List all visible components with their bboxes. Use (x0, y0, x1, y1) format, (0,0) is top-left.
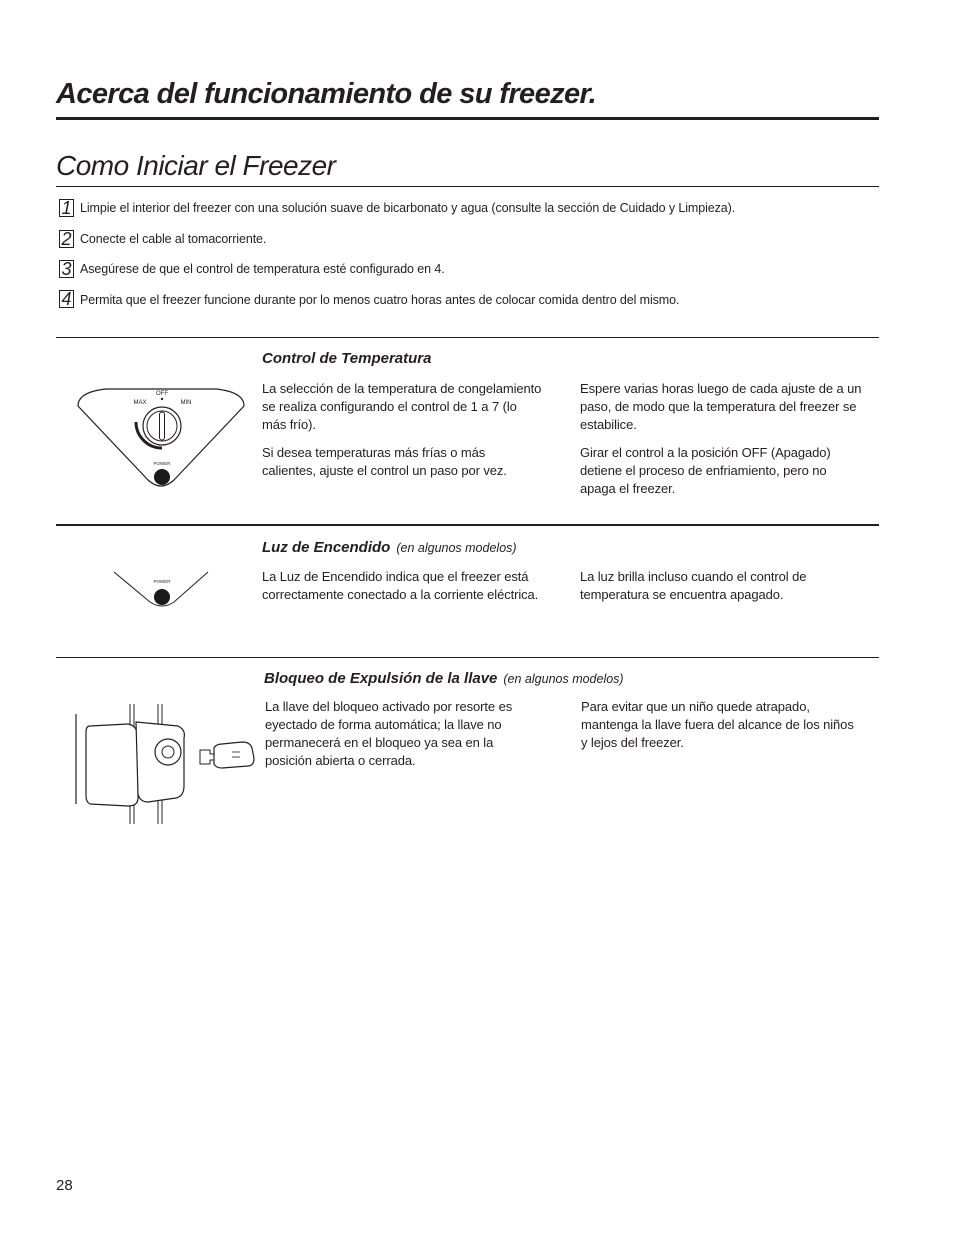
key-lock-paragraph: La llave del bloqueo activado por resorte es eyectado de forma automática; la llave no permanecerá en el bloqueo ya sea en la posición abierta o cerrada. (265, 699, 513, 768)
step-number-4: 4 (59, 290, 74, 308)
key-lock-rule (56, 657, 879, 658)
page-title: Acerca del funcionamiento de su freezer. (56, 78, 597, 110)
dial-min-label: MIN (180, 400, 192, 406)
power-light-illustration (110, 566, 214, 612)
temp-control-paragraph: La selección de la temperatura de congelamiento se realiza configurando el control de 1 a 7 (lo más frío). (262, 381, 542, 432)
step-text-4: Permita que el freezer funcione durante por lo menos cuatro horas antes de colocar comida dentro del mismo. (80, 293, 680, 307)
power-light-heading (262, 539, 517, 556)
key-lock-heading (264, 670, 624, 687)
power-light-left-column (262, 568, 547, 614)
power-light-icon (154, 469, 170, 485)
key-icon (214, 742, 254, 768)
temp-control-right-column (580, 380, 862, 508)
temp-control-rule (56, 337, 879, 338)
key-lock-heading-text: Bloqueo de Expulsión de la llave (264, 670, 498, 687)
step-number-2: 2 (59, 230, 74, 248)
power-light-icon (154, 589, 170, 605)
section-subtitle: Como Iniciar el Freezer (56, 150, 336, 181)
power-light-paragraph: La Luz de Encendido indica que el freezer está correctamente conectado a la corriente eléctrica. (262, 569, 539, 602)
power-light-paragraph: La luz brilla incluso cuando el control de temperatura se encuentra apagado. (580, 569, 807, 602)
title-rule (56, 117, 879, 120)
dial-power-label: POWER (153, 461, 171, 466)
temp-control-left-column (262, 380, 542, 490)
key-lock-illustration (72, 702, 262, 828)
power-light-heading-text: Luz de Encendido (262, 539, 391, 556)
power-light-right-column (580, 568, 862, 614)
step-text-1: Limpie el interior del freezer con una solución suave de bicarbonato y agua (consulte la sección de Cuidado y Limpieza). (80, 201, 736, 215)
key-shaft (200, 750, 214, 764)
step-number-3: 3 (59, 260, 74, 278)
key-lock-paragraph: Para evitar que un niño quede atrapado, mantenga la llave fuera del alcance de los niños y lejos del freezer. (581, 699, 854, 750)
power-light-label: POWER (153, 579, 171, 584)
lock-housing-left (86, 724, 138, 806)
key-lock-note: (en algunos modelos) (503, 672, 624, 686)
temp-control-paragraph: Si desea temperaturas más frías o más calientes, ajuste el control un paso por vez. (262, 445, 507, 478)
temp-control-paragraph: Espere varias horas luego de cada ajuste de a un paso, de modo que la temperatura del freezer se estabilice. (580, 381, 862, 432)
temperature-dial-illustration (76, 384, 246, 494)
off-marker (161, 398, 163, 400)
dial-grip (160, 412, 165, 440)
key-lock-right-column (581, 698, 859, 762)
temp-control-heading-text: Control de Temperatura (262, 350, 432, 367)
dial-off-label: OFF (156, 391, 168, 397)
power-light-note: (en algunos modelos) (396, 541, 517, 555)
dial-max-label: MAX (133, 400, 147, 406)
page-number: 28 (56, 1177, 73, 1194)
step-number-1: 1 (59, 199, 74, 217)
temp-control-paragraph: Girar el control a la posición OFF (Apagado) detiene el proceso de enfriamiento, pero no apaga el freezer. (580, 445, 831, 496)
step-text-3: Asegúrese de que el control de temperatura esté configurado en 4. (80, 262, 445, 276)
power-light-rule (56, 524, 879, 526)
key-lock-left-column (265, 698, 543, 780)
temp-control-heading (262, 350, 431, 367)
subtitle-rule (56, 186, 879, 187)
lock-cylinder-inner (162, 746, 174, 758)
step-text-2: Conecte el cable al tomacorriente. (80, 232, 267, 246)
